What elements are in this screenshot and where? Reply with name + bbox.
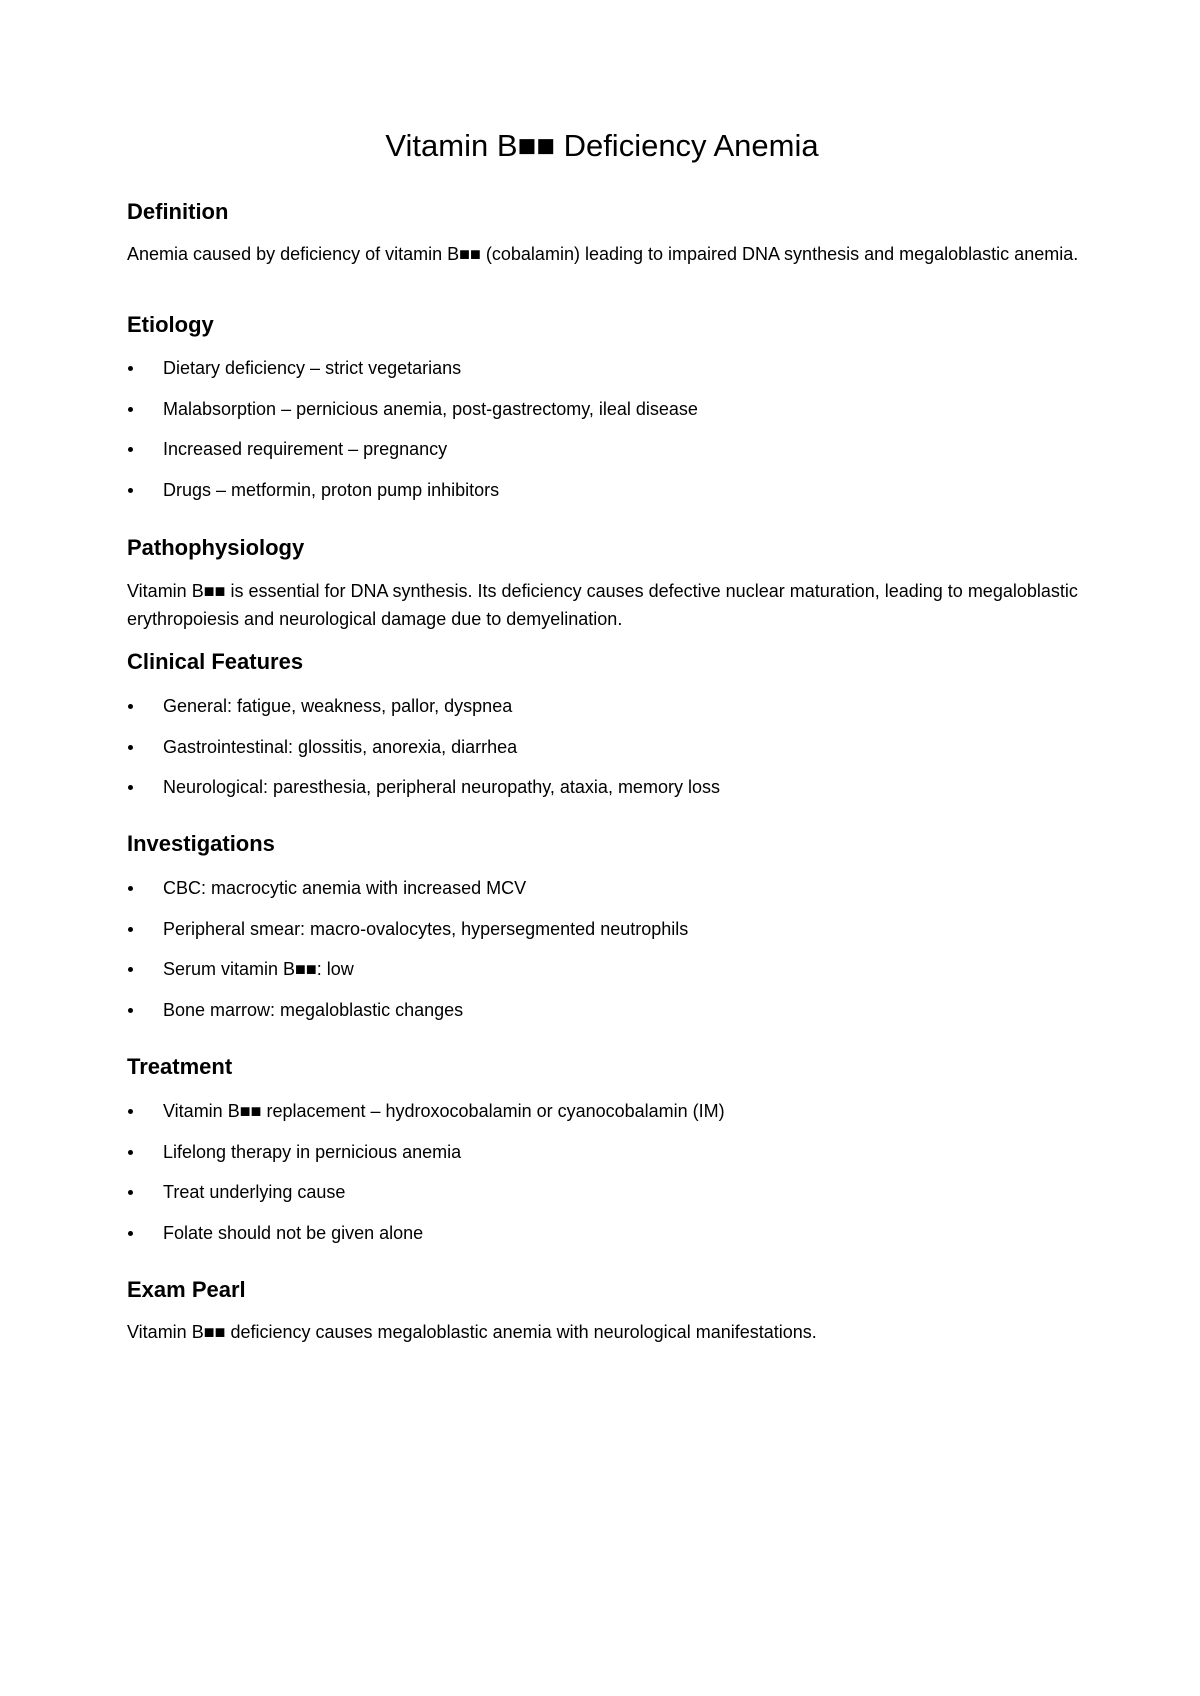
heading-clinical-features: Clinical Features (127, 649, 304, 674)
list-item: Dietary deficiency – strict vegetarians (127, 355, 698, 396)
etiology-list (127, 355, 698, 517)
bullet-icon (128, 967, 133, 972)
clinical-features-list (127, 693, 720, 815)
definition-text: Anemia caused by deficiency of vitamin B■■ (cobalamin) leading to impaired DNA synthesis and megaloblastic anemia. (127, 244, 1079, 264)
bullet-icon (128, 745, 133, 750)
bullet-icon (128, 447, 133, 452)
list-item: Neurological: paresthesia, peripheral neuropathy, ataxia, memory loss (127, 774, 720, 815)
bullet-icon (128, 488, 133, 493)
bullet-icon (128, 886, 133, 891)
list-item: Folate should not be given alone (127, 1220, 725, 1261)
bullet-icon (128, 704, 133, 709)
list-item: Lifelong therapy in pernicious anemia (127, 1139, 725, 1180)
list-item: Peripheral smear: macro-ovalocytes, hypersegmented neutrophils (127, 916, 688, 957)
list-item: Drugs – metformin, proton pump inhibitors (127, 477, 698, 518)
bullet-icon (128, 1231, 133, 1236)
heading-treatment: Treatment (127, 1054, 233, 1079)
list-item: Bone marrow: megaloblastic changes (127, 997, 688, 1038)
bullet-icon (128, 927, 133, 932)
pathophysiology-text: Vitamin B■■ is essential for DNA synthesis. Its deficiency causes defective nuclear maturation, leading to megaloblastic erythropoiesis and neurological damage due to demyelination. (127, 581, 1078, 629)
list-item: Gastrointestinal: glossitis, anorexia, diarrhea (127, 734, 720, 775)
heading-definition: Definition (127, 199, 229, 224)
bullet-icon (128, 1190, 133, 1195)
bullet-icon (128, 366, 133, 371)
list-item: Vitamin B■■ replacement – hydroxocobalamin or cyanocobalamin (IM) (127, 1098, 725, 1139)
document-title: Vitamin B■■ Deficiency Anemia (385, 128, 819, 163)
bullet-icon (128, 1150, 133, 1155)
bullet-icon (128, 785, 133, 790)
bullet-icon (128, 1109, 133, 1114)
list-item: CBC: macrocytic anemia with increased MCV (127, 875, 688, 916)
list-item: Serum vitamin B■■: low (127, 956, 688, 997)
heading-etiology: Etiology (127, 312, 214, 337)
treatment-list (127, 1098, 725, 1260)
list-item: General: fatigue, weakness, pallor, dyspnea (127, 693, 720, 734)
exam-pearl-text: Vitamin B■■ deficiency causes megaloblastic anemia with neurological manifestations. (127, 1322, 817, 1342)
list-item: Increased requirement – pregnancy (127, 436, 698, 477)
list-item: Malabsorption – pernicious anemia, post-gastrectomy, ileal disease (127, 396, 698, 437)
investigations-list (127, 875, 688, 1037)
list-item: Treat underlying cause (127, 1179, 725, 1220)
bullet-icon (128, 407, 133, 412)
bullet-icon (128, 1008, 133, 1013)
heading-pathophysiology: Pathophysiology (127, 535, 305, 560)
heading-exam-pearl: Exam Pearl (127, 1277, 246, 1302)
heading-investigations: Investigations (127, 831, 275, 856)
